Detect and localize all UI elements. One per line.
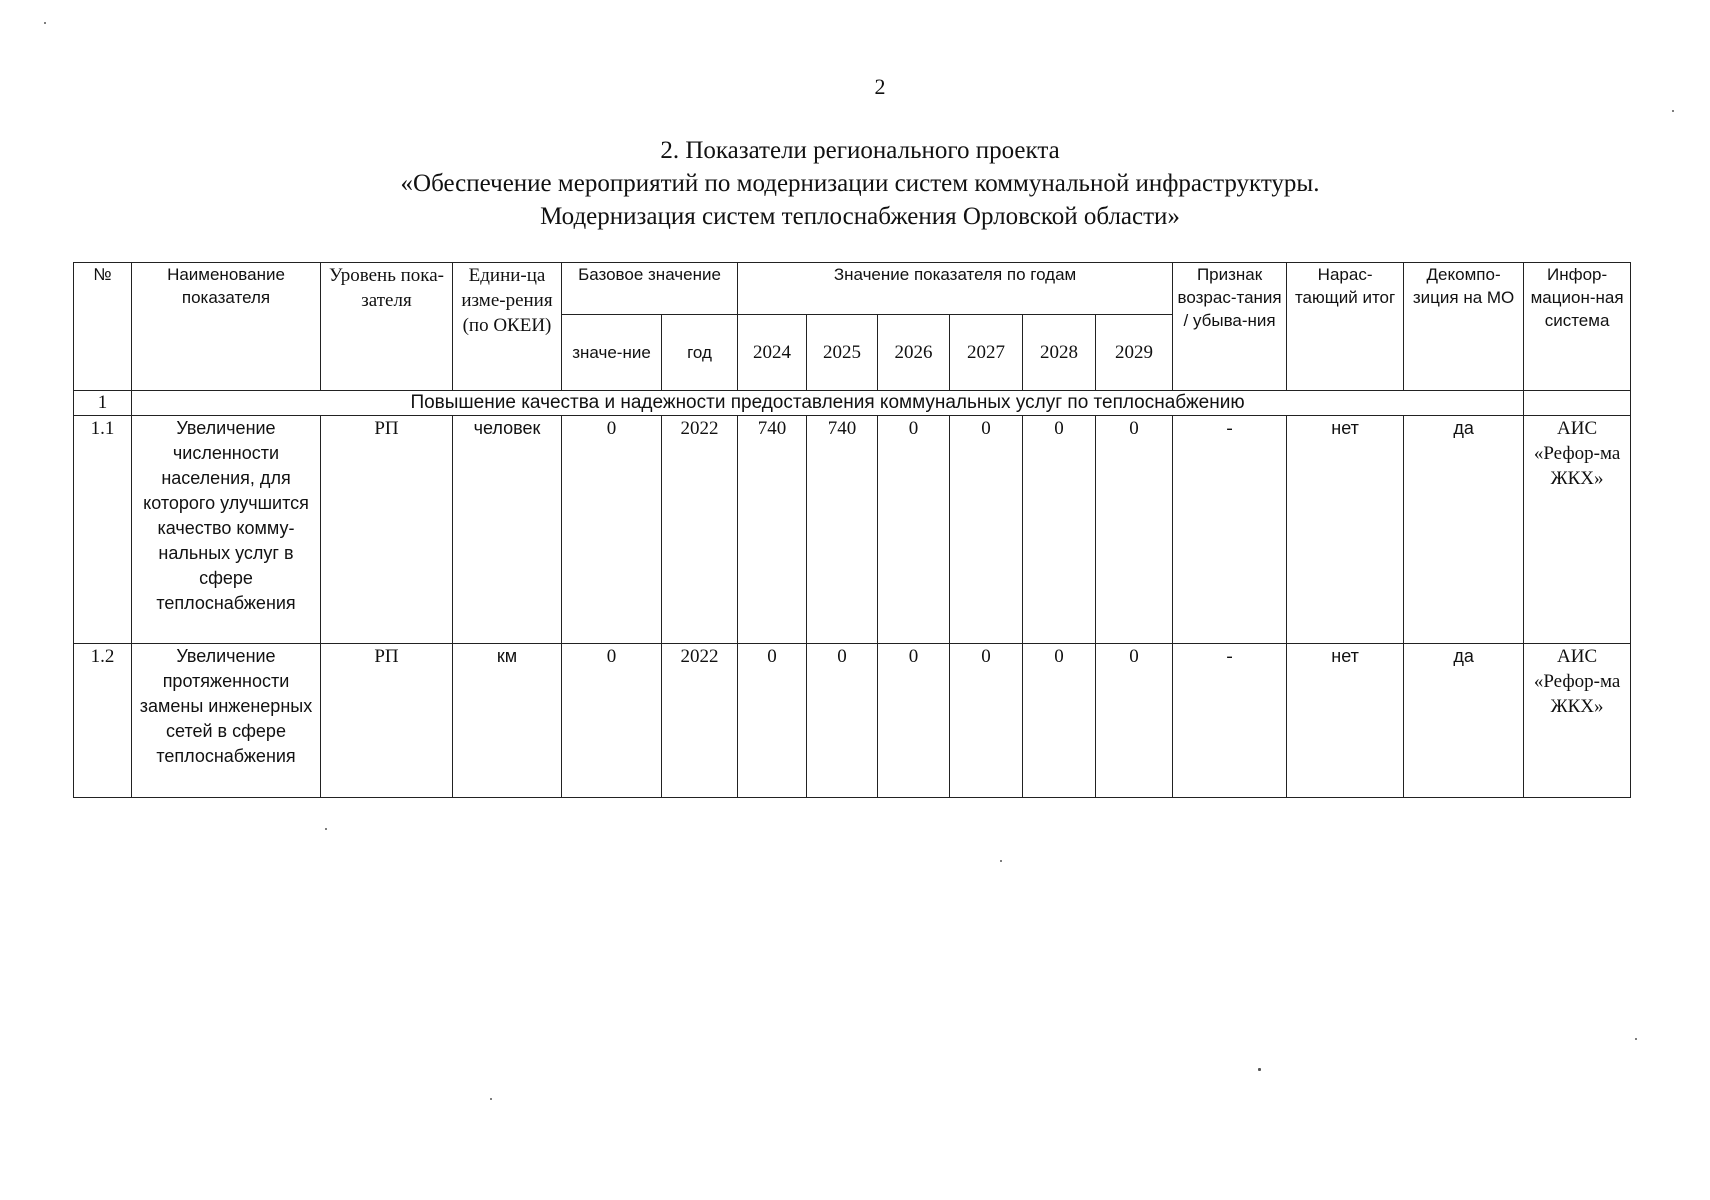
row-value-2028: 0	[1023, 644, 1096, 798]
row-value-2026: 0	[878, 644, 950, 798]
row-value-2027: 0	[950, 416, 1023, 644]
section-title: Повышение качества и надежности предоставления коммунальных услуг по теплоснабжению	[132, 391, 1524, 416]
table-row	[74, 416, 1631, 644]
title-line-3: Модернизация систем теплоснабжения Орловской области»	[540, 203, 1180, 230]
row-sign: -	[1173, 416, 1287, 644]
document-title	[160, 134, 1560, 233]
header-level: Уровень пока-зателя	[321, 263, 453, 391]
header-year-2026: 2026	[878, 315, 950, 391]
header-unit: Едини-ца изме-рения (по ОКЕИ)	[453, 263, 562, 391]
row-unit: км	[453, 644, 562, 798]
row-num: 1.2	[74, 644, 132, 798]
row-level: РП	[321, 644, 453, 798]
scan-speck	[325, 828, 327, 830]
header-year-2027: 2027	[950, 315, 1023, 391]
row-level: РП	[321, 416, 453, 644]
header-base-value: значе-ние	[562, 315, 662, 391]
row-base-value: 0	[562, 644, 662, 798]
row-name: Увеличение протяженности замены инженерных сетей в сфере теплоснабжения	[132, 644, 321, 798]
row-decomposition: да	[1404, 644, 1524, 798]
header-year-2025: 2025	[807, 315, 878, 391]
row-value-2029: 0	[1096, 416, 1173, 644]
header-info-system: Инфор-мацион-ная система	[1524, 263, 1631, 391]
header-year-2024: 2024	[738, 315, 807, 391]
row-cumulative: нет	[1287, 416, 1404, 644]
row-cumulative: нет	[1287, 644, 1404, 798]
row-info-system: АИС «Рефор-ма ЖКХ»	[1524, 416, 1631, 644]
header-name: Наименование показателя	[132, 263, 321, 391]
row-value-2026: 0	[878, 416, 950, 644]
row-unit: человек	[453, 416, 562, 644]
page-number: 2	[874, 74, 886, 99]
row-value-2025: 740	[807, 416, 878, 644]
title-line-2: «Обеспечение мероприятий по модернизации систем коммунальной инфраструктуры.	[400, 170, 1320, 197]
scan-speck	[1635, 1038, 1637, 1040]
section-empty-cell	[1524, 391, 1631, 416]
row-base-year: 2022	[662, 416, 738, 644]
row-value-2025: 0	[807, 644, 878, 798]
row-value-2028: 0	[1023, 416, 1096, 644]
scan-speck	[1672, 110, 1674, 112]
header-year-2028: 2028	[1023, 315, 1096, 391]
header-base-year: год	[662, 315, 738, 391]
header-num: №	[74, 263, 132, 391]
row-info-system: АИС «Рефор-ма ЖКХ»	[1524, 644, 1631, 798]
row-value-2024: 0	[738, 644, 807, 798]
row-value-2029: 0	[1096, 644, 1173, 798]
title-line-1: 2. Показатели регионального проекта	[660, 137, 1060, 164]
row-value-2027: 0	[950, 644, 1023, 798]
table-row	[74, 644, 1631, 798]
row-sign: -	[1173, 644, 1287, 798]
header-base: Базовое значение	[562, 263, 738, 315]
header-cumulative: Нарас-тающий итог	[1287, 263, 1404, 391]
header-decomposition: Декомпо-зиция на МО	[1404, 263, 1524, 391]
row-base-value: 0	[562, 416, 662, 644]
indicators-table	[73, 262, 1631, 798]
scan-speck	[1000, 860, 1002, 862]
scan-speck	[44, 22, 46, 24]
scan-speck	[1258, 1068, 1261, 1071]
row-base-year: 2022	[662, 644, 738, 798]
row-name: Увеличение численности населения, для которого улучшится качество комму-нальных услуг в сфере теплоснабжения	[132, 416, 321, 644]
row-decomposition: да	[1404, 416, 1524, 644]
row-num: 1.1	[74, 416, 132, 644]
header-years-group: Значение показателя по годам	[738, 263, 1173, 315]
section-row	[74, 391, 1631, 416]
scan-speck	[490, 1098, 492, 1100]
header-year-2029: 2029	[1096, 315, 1173, 391]
row-value-2024: 740	[738, 416, 807, 644]
header-sign: Признак возрас-тания / убыва-ния	[1173, 263, 1287, 391]
section-num: 1	[74, 391, 132, 416]
